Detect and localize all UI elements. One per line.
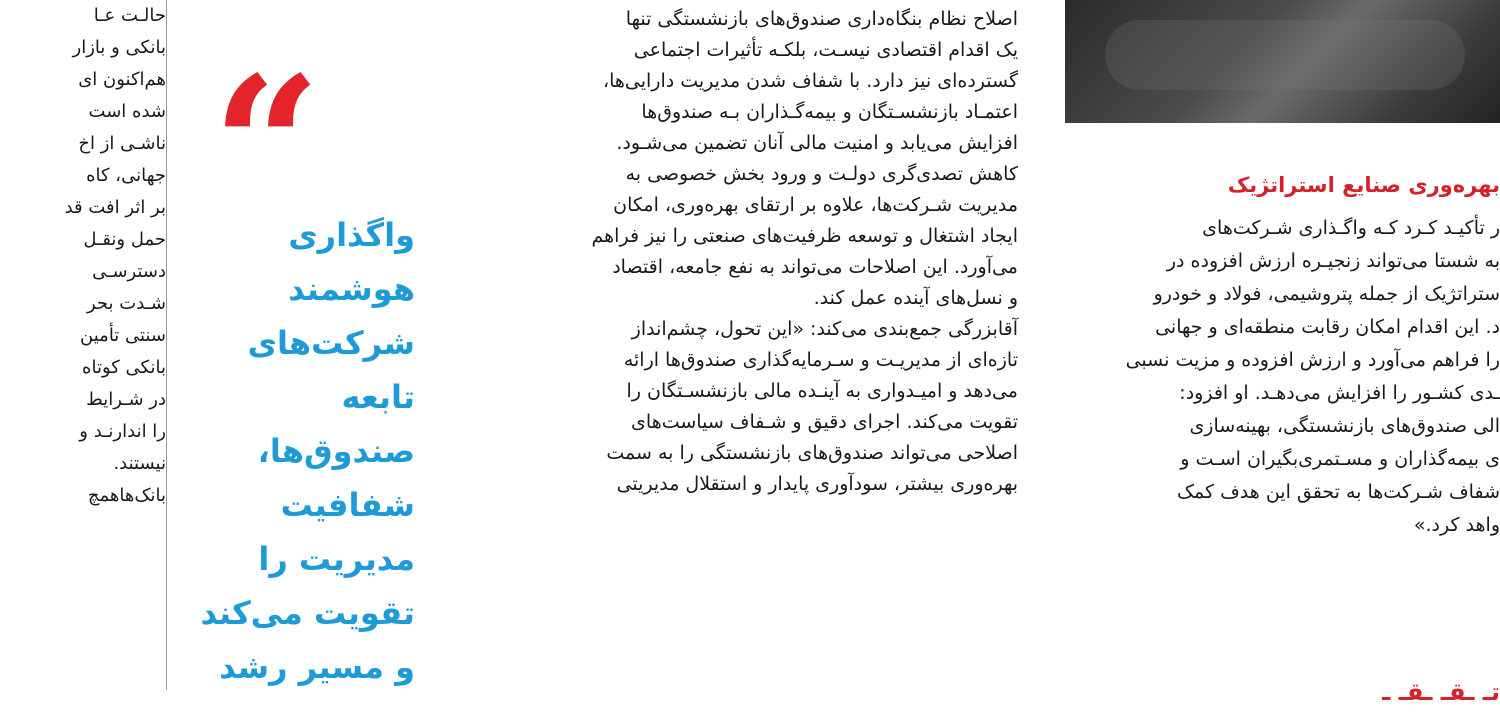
middle-column-line: افزایش می‌یابد و امنیت مالی آنان تضمین می‌شـود. bbox=[616, 132, 1018, 154]
left-column-line: هم‌اکنون ای bbox=[78, 69, 166, 90]
left-column-line: بر اثر افت قد bbox=[64, 197, 166, 218]
left-column-line: بانک‌هاهمچ bbox=[87, 485, 166, 506]
section-heading: بهره‌وری صنایع استراتژیک bbox=[1227, 173, 1500, 197]
quote-mark-icon: “ bbox=[212, 35, 322, 258]
right-column-line: ی بیمه‌گذاران و مسـتمری‌بگیران اسـت و bbox=[1180, 448, 1500, 470]
left-column-line: جهانی، کاه bbox=[86, 165, 166, 186]
pull-quote-line: تقویت می‌کند bbox=[200, 594, 415, 632]
left-column-line: سنتی تأمین bbox=[80, 325, 166, 346]
left-column-line: حالـت عـا bbox=[93, 5, 166, 26]
middle-column-line: گسترده‌ای نیز دارد. با شفاف شدن مدیریت دارایی‌ها، bbox=[602, 70, 1018, 92]
middle-column-line: تازه‌ای از مدیریـت و سـرمایه‌گذاری صندوق‌ها ارائه bbox=[623, 349, 1018, 371]
left-column-line: بانکی کوتاه bbox=[82, 357, 166, 378]
right-column-line: ستراتژیک از جمله پتروشیمی، فولاد و خودرو bbox=[1153, 283, 1500, 305]
pull-quote-line: شفافیت bbox=[280, 486, 415, 524]
right-column bbox=[1065, 212, 1500, 542]
article-photo bbox=[1065, 0, 1500, 123]
middle-column-line: می‌دهد و امیـدواری به آینـده مالی بازنشسـتگان را bbox=[626, 380, 1018, 402]
next-section-heading: تـ ـقـ ـقـ ـ bbox=[1382, 678, 1500, 706]
left-column-line: شـدت بحر bbox=[86, 293, 166, 314]
pull-quote-line: واگذاری bbox=[288, 216, 415, 254]
right-column-line: شفاف شـرکت‌ها به تحقق این هدف کمک bbox=[1177, 481, 1500, 503]
middle-column-line: ایجاد اشتغال و توسعه ظرفیت‌های صنعتی را نیز فراهم bbox=[591, 225, 1018, 247]
middle-column-line: بهره‌وری بیشتر، سودآوری پایدار و استقلال مدیریتی bbox=[616, 473, 1018, 495]
pull-quote bbox=[200, 208, 445, 694]
middle-column-line: اعتمـاد بازنشسـتگان و بیمه‌گـذاران بـه صندوق‌ها bbox=[641, 101, 1018, 123]
middle-column-line: تقویت می‌کند. اجرای دقیق و شـفاف سیاست‌های bbox=[631, 411, 1018, 433]
pull-quote-line: هوشمند bbox=[288, 270, 415, 308]
pull-quote-line: صندوق‌ها، bbox=[257, 432, 415, 470]
middle-column-line: یک اقدام اقتصادی نیسـت، بلکـه تأثیرات اجتماعی bbox=[633, 39, 1018, 61]
left-column-line: ناشـی از اخ bbox=[78, 133, 166, 154]
middle-column-line: اصلاح نظام بنگاه‌داری صندوق‌های بازنشستگی تنها bbox=[625, 8, 1018, 30]
middle-column-line: مدیریت شـرکت‌ها، علاوه بر ارتقای بهره‌وری، امکان bbox=[613, 194, 1018, 216]
middle-column-line: آقابزرگی جمع‌بندی می‌کند: «این تحول، چشم‌انداز bbox=[631, 318, 1018, 340]
right-column-line: به شستا می‌تواند زنجیـره ارزش افزوده در bbox=[1166, 250, 1500, 272]
right-column-line: د. این اقدام امکان رقابت منطقه‌ای و جهانی bbox=[1155, 316, 1500, 338]
left-column-line: در شـرایط bbox=[86, 389, 166, 410]
middle-column-line: کاهش تصدی‌گری دولـت و ورود بخش خصوصی به bbox=[625, 163, 1018, 185]
pull-quote-line: مدیریت را bbox=[258, 540, 415, 578]
middle-column bbox=[470, 4, 1018, 500]
left-column-line: بانکی و بازار bbox=[72, 37, 166, 58]
right-column-line: ر تأکیـد کـرد کـه واگـذاری شـرکت‌های bbox=[1202, 217, 1500, 239]
pull-quote-line: و مسیر رشد bbox=[219, 648, 415, 686]
right-column-line: الی صندوق‌های بازنشستگی، بهینه‌سازی bbox=[1189, 415, 1500, 437]
column-divider bbox=[166, 0, 167, 690]
left-column-line: را اندارنـد و bbox=[79, 421, 166, 442]
right-column-line: را فراهم می‌آورد و ارزش افزوده و مزیت نسبی bbox=[1125, 349, 1500, 371]
middle-column-line: اصلاحی می‌تواند صندوق‌های بازنشستگی را به سمت bbox=[606, 442, 1018, 464]
right-column-line: ـدی کشـور را افزایش می‌دهـد. او افزود: bbox=[1179, 382, 1500, 404]
left-column-line: شده است bbox=[88, 101, 166, 122]
middle-column-line: و نسل‌های آینده عمل کند. bbox=[813, 287, 1018, 309]
pull-quote-line: تابعه bbox=[341, 378, 415, 416]
pull-quote-line: شرکت‌های bbox=[247, 324, 415, 362]
right-column-line: واهد کرد.» bbox=[1413, 514, 1500, 536]
left-column bbox=[0, 0, 166, 512]
middle-column-line: می‌آورد. این اصلاحات می‌تواند به نفع جامعه، اقتصاد bbox=[612, 256, 1018, 278]
left-column-line: دسترسـی bbox=[92, 261, 166, 282]
left-column-line: نیستند. bbox=[113, 453, 166, 474]
left-column-line: حمل ونقـل bbox=[83, 229, 166, 250]
photo-shade bbox=[1105, 20, 1465, 90]
